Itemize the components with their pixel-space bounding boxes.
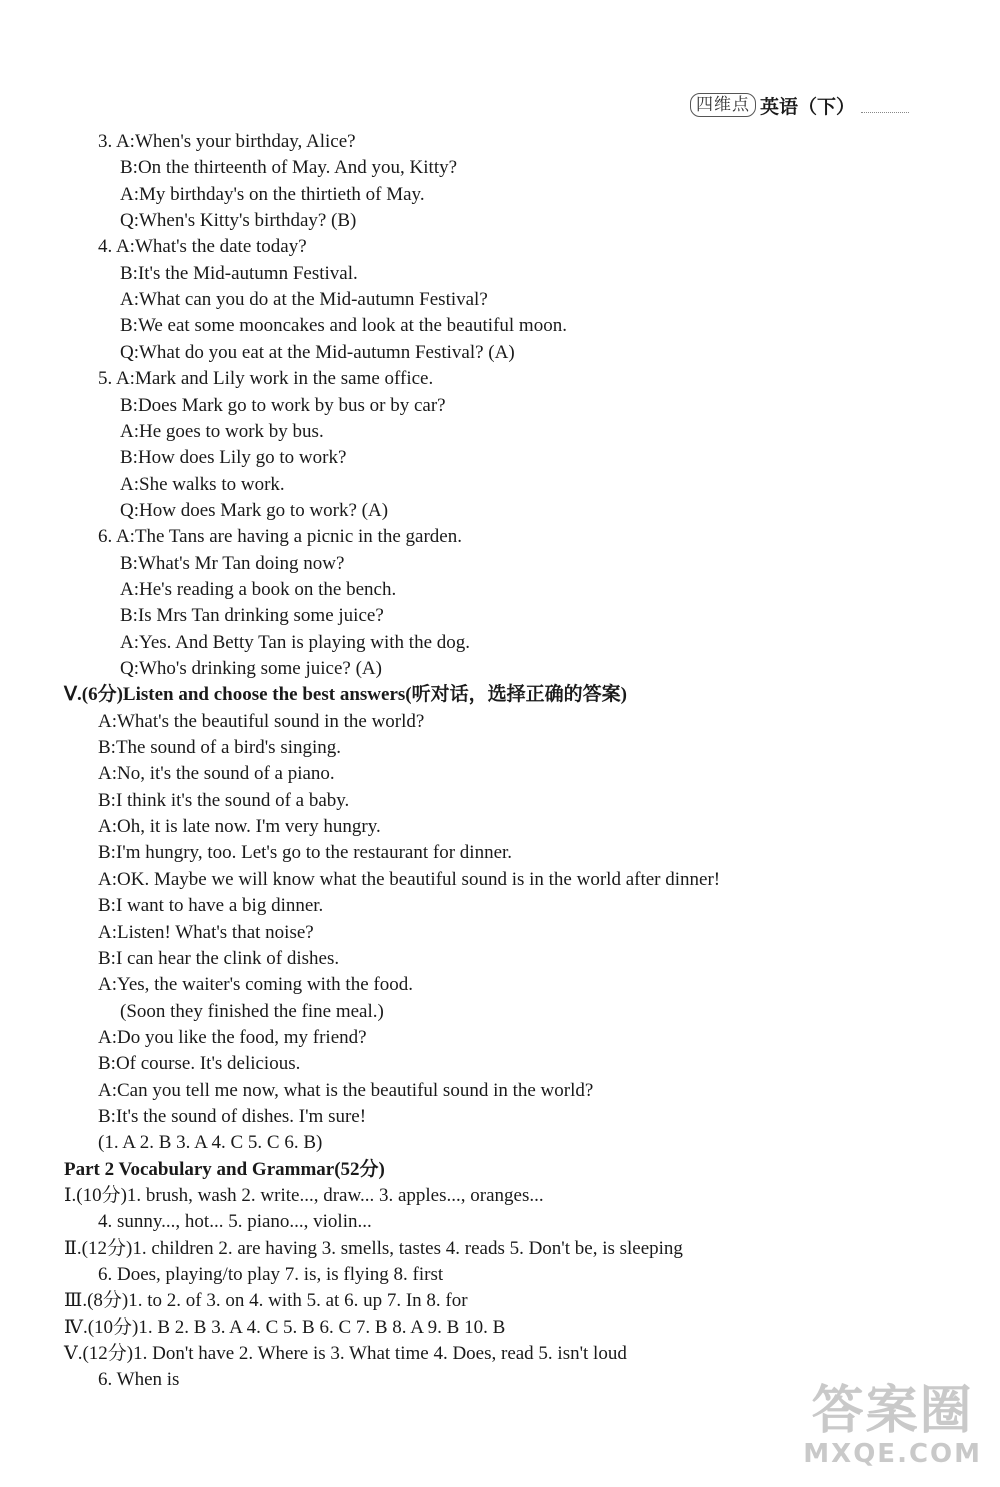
answer-line: B:I think it's the sound of a baby. — [98, 790, 350, 811]
answer-line: B:Is Mrs Tan drinking some juice? — [120, 605, 384, 626]
answer-line: B:I can hear the clink of dishes. — [98, 948, 340, 969]
answer-line: B:Of course. It's delicious. — [98, 1053, 301, 1074]
answer-line: 6. A:The Tans are having a picnic in the garden. — [98, 526, 462, 547]
answer-line: B:Does Mark go to work by bus or by car? — [120, 395, 446, 416]
answer-line: 4. sunny..., hot... 5. piano..., violin... — [98, 1211, 372, 1232]
header-decoration — [861, 98, 909, 113]
answer-line: 6. Does, playing/to play 7. is, is flying 8. first — [98, 1264, 444, 1285]
answer-line: A:Listen! What's that noise? — [98, 922, 314, 943]
answer-line: B:It's the sound of dishes. I'm sure! — [98, 1106, 367, 1127]
answer-line: Q:When's Kitty's birthday? (B) — [120, 210, 357, 231]
answer-line: A:OK. Maybe we will know what the beautiful sound is in the world after dinner! — [98, 869, 721, 890]
answer-line: (Soon they finished the fine meal.) — [120, 1001, 384, 1022]
answer-line: Q:What do you eat at the Mid-autumn Festival? (A) — [120, 342, 515, 363]
answer-line: B:What's Mr Tan doing now? — [120, 553, 345, 574]
answer-line: A:No, it's the sound of a piano. — [98, 763, 335, 784]
answer-line: A:He's reading a book on the bench. — [120, 579, 397, 600]
answer-line: A:Do you like the food, my friend? — [98, 1027, 367, 1048]
answer-line: (1. A 2. B 3. A 4. C 5. C 6. B) — [98, 1132, 323, 1153]
answer-line: A:What can you do at the Mid-autumn Festival? — [120, 289, 488, 310]
answer-line: Ⅴ.(12分)1. Don't have 2. Where is 3. What time 4. Does, read 5. isn't loud — [64, 1343, 627, 1364]
answer-line: A:My birthday's on the thirtieth of May. — [120, 184, 425, 205]
site-watermark — [803, 1383, 982, 1469]
page-header — [690, 88, 909, 122]
answer-line: 6. When is — [98, 1369, 180, 1390]
subject-title: 英语（下） — [760, 95, 856, 118]
series-logo: 四维点 — [690, 93, 756, 117]
answer-line: A:Can you tell me now, what is the beautiful sound in the world? — [98, 1080, 594, 1101]
answer-line: Ⅰ.(10分)1. brush, wash 2. write..., draw... 3. apples..., oranges... — [64, 1185, 544, 1206]
answer-line: B:We eat some mooncakes and look at the beautiful moon. — [120, 315, 567, 336]
watermark-logo-text: 答案圈 — [811, 1381, 974, 1441]
answer-line: B:How does Lily go to work? — [120, 447, 347, 468]
answer-line: B:I want to have a big dinner. — [98, 895, 324, 916]
answer-line: A:Yes, the waiter's coming with the food. — [98, 974, 413, 995]
answer-line: A:He goes to work by bus. — [120, 421, 324, 442]
answer-line: B:It's the Mid-autumn Festival. — [120, 263, 358, 284]
answer-line: A:Oh, it is late now. I'm very hungry. — [98, 816, 381, 837]
answer-line: Q:Who's drinking some juice? (A) — [120, 658, 382, 679]
section-heading: Ⅴ.(6分)Listen and choose the best answers(听对话，选择正确的答案) — [64, 684, 627, 705]
answer-line: A:She walks to work. — [120, 474, 285, 495]
answer-line: 4. A:What's the date today? — [98, 236, 307, 257]
answer-line: 3. A:When's your birthday, Alice? — [98, 131, 356, 152]
answer-line: 5. A:Mark and Lily work in the same office. — [98, 368, 434, 389]
answer-line: B:I'm hungry, too. Let's go to the restaurant for dinner. — [98, 842, 513, 863]
answer-line: Q:How does Mark go to work? (A) — [120, 500, 389, 521]
answer-line: B:The sound of a bird's singing. — [98, 737, 342, 758]
section-heading: Part 2 Vocabulary and Grammar(52分) — [64, 1159, 385, 1180]
answer-line: A:Yes. And Betty Tan is playing with the dog. — [120, 632, 471, 653]
answer-line: Ⅲ.(8分)1. to 2. of 3. on 4. with 5. at 6. up 7. In 8. for — [64, 1290, 468, 1311]
answer-line: Ⅱ.(12分)1. children 2. are having 3. smells, tastes 4. reads 5. Don't be, is sleeping — [64, 1238, 683, 1259]
watermark-url: MXQE.COM — [803, 1439, 982, 1469]
answer-line: B:On the thirteenth of May. And you, Kitty? — [120, 157, 458, 178]
answer-line: Ⅳ.(10分)1. B 2. B 3. A 4. C 5. B 6. C 7. B 8. A 9. B 10. B — [64, 1317, 506, 1338]
answer-line: A:What's the beautiful sound in the world? — [98, 711, 425, 732]
